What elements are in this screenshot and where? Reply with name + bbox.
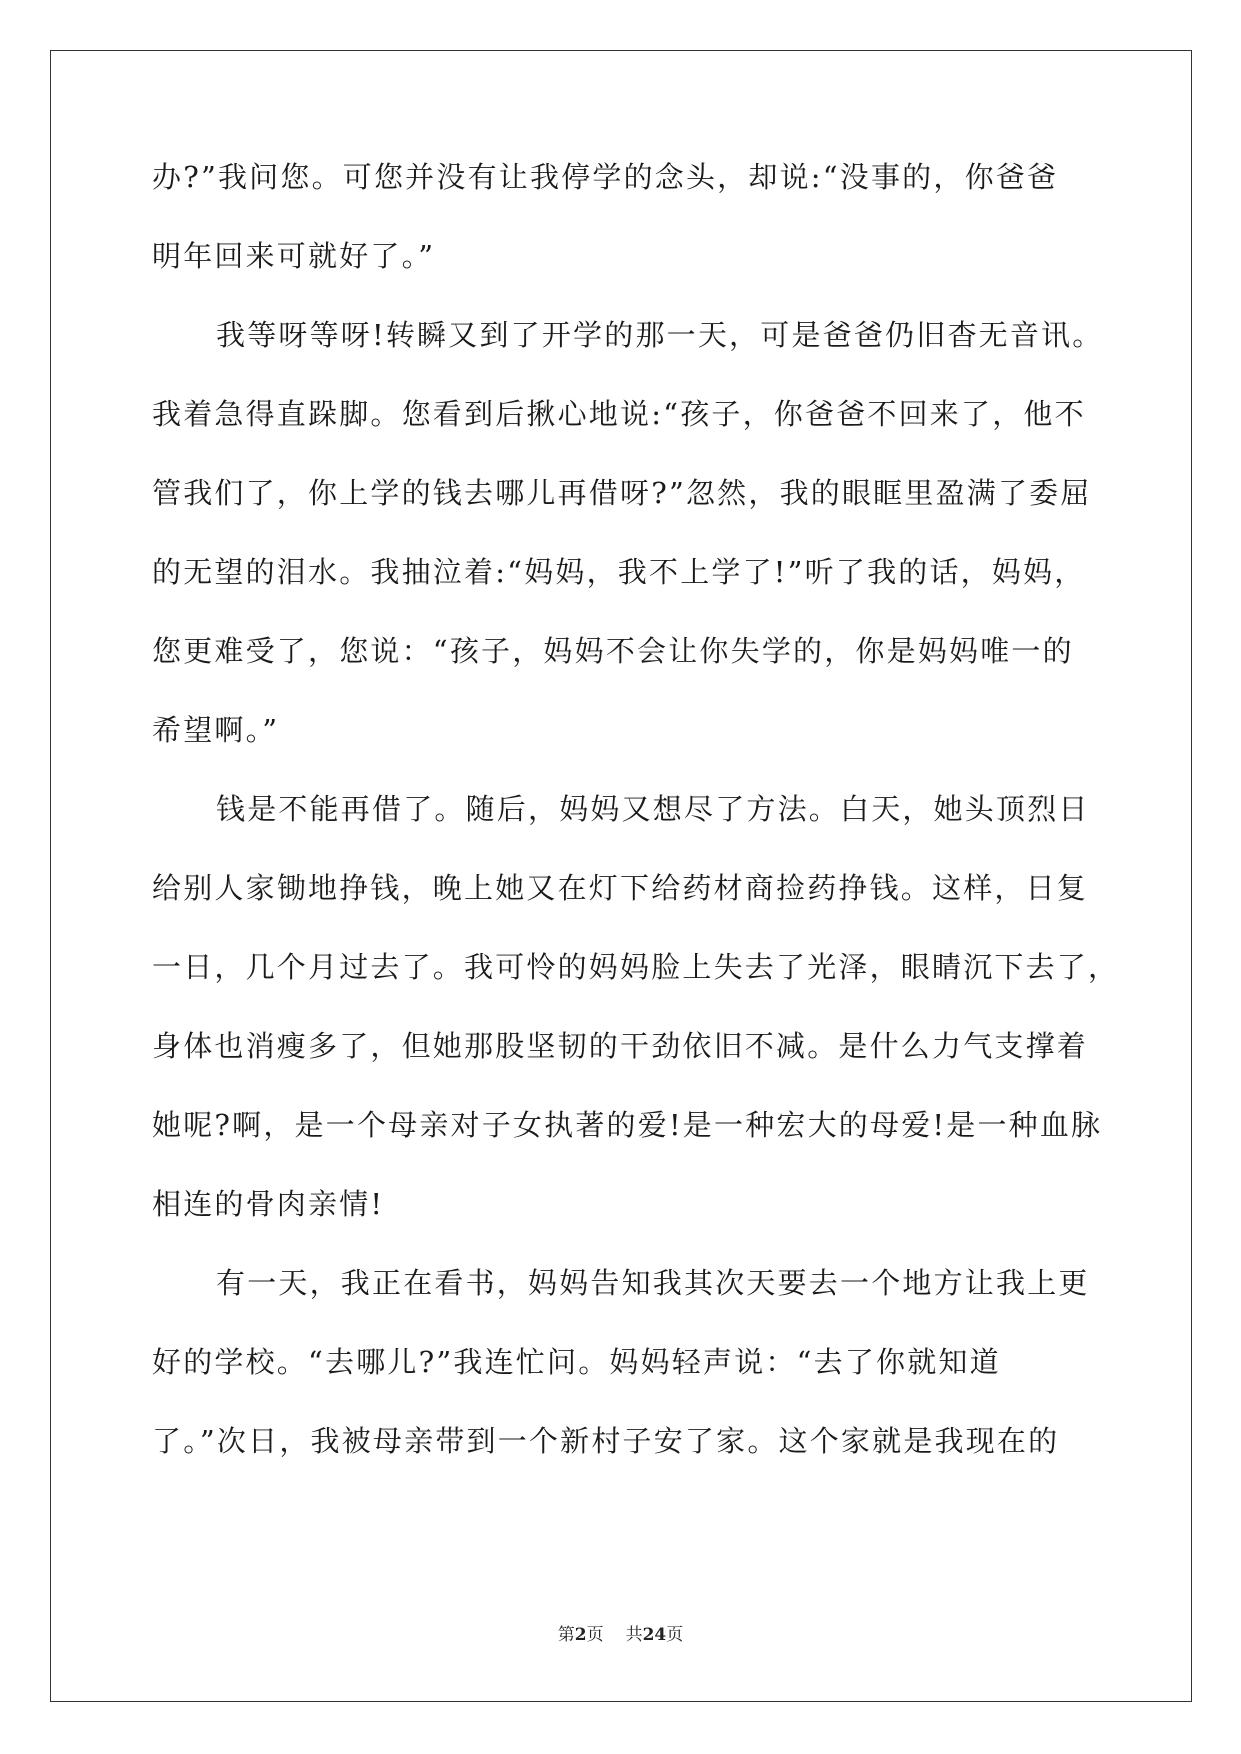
- text-line: 您更难受了，您说：“孩子，妈妈不会让你失学的，你是妈妈唯一的: [152, 634, 1074, 668]
- document-body: [152, 159, 1120, 1502]
- paragraph-start-line: 我等呀等呀!转瞬又到了开学的那一天，可是爸爸仍旧杳无音讯。: [216, 318, 1104, 352]
- text-line: 相连的骨肉亲情!: [152, 1187, 385, 1221]
- text-line: 身体也消瘦多了，但她那股坚韧的干劲依旧不减。是什么力气支撑着: [152, 1029, 1089, 1063]
- total-suffix: 页: [666, 1625, 684, 1645]
- total-prefix: 共: [625, 1625, 643, 1645]
- page-number: 2: [574, 1625, 587, 1645]
- text-line: 我着急得直跺脚。您看到后揪心地说:“孩子，你爸爸不回来了，他不: [152, 397, 1086, 431]
- paragraph-start-line: 有一天，我正在看书，妈妈告知我其次天要去一个地方让我上更: [216, 1266, 1090, 1300]
- text-line: 办?”我问您。可您并没有让我停学的念头，却说:“没事的，你爸爸: [152, 160, 1059, 194]
- text-line: 的无望的泪水。我抽泣着:“妈妈，我不上学了!”听了我的话，妈妈，: [152, 555, 1086, 589]
- text-line: 了。”次日，我被母亲带到一个新村子安了家。这个家就是我现在的: [152, 1424, 1060, 1458]
- page-suffix: 页: [586, 1625, 604, 1645]
- page-footer: [0, 1620, 1241, 1645]
- text-line: 一日，几个月过去了。我可怜的妈妈脸上失去了光泽，眼睛沉下去了，: [152, 950, 1120, 984]
- text-line: 给别人家锄地挣钱，晚上她又在灯下给药材商捡药挣钱。这样，日复: [152, 871, 1089, 905]
- text-line: 明年回来可就好了。”: [152, 239, 436, 273]
- text-line: 管我们了，你上学的钱去哪儿再借呀?”忽然，我的眼眶里盈满了委屈: [152, 476, 1092, 510]
- text-line: 好的学校。“去哪儿?”我连忙问。妈妈轻声说：“去了你就知道: [152, 1345, 1001, 1379]
- page-prefix: 第: [557, 1625, 575, 1645]
- total-pages: 24: [642, 1625, 667, 1645]
- text-line: 希望啊。”: [152, 713, 280, 747]
- text-line: 她呢?啊，是一个母亲对子女执著的爱!是一种宏大的母爱!是一种血脉: [152, 1108, 1103, 1142]
- paragraph-start-line: 钱是不能再借了。随后，妈妈又想尽了方法。白天，她头顶烈日: [216, 792, 1090, 826]
